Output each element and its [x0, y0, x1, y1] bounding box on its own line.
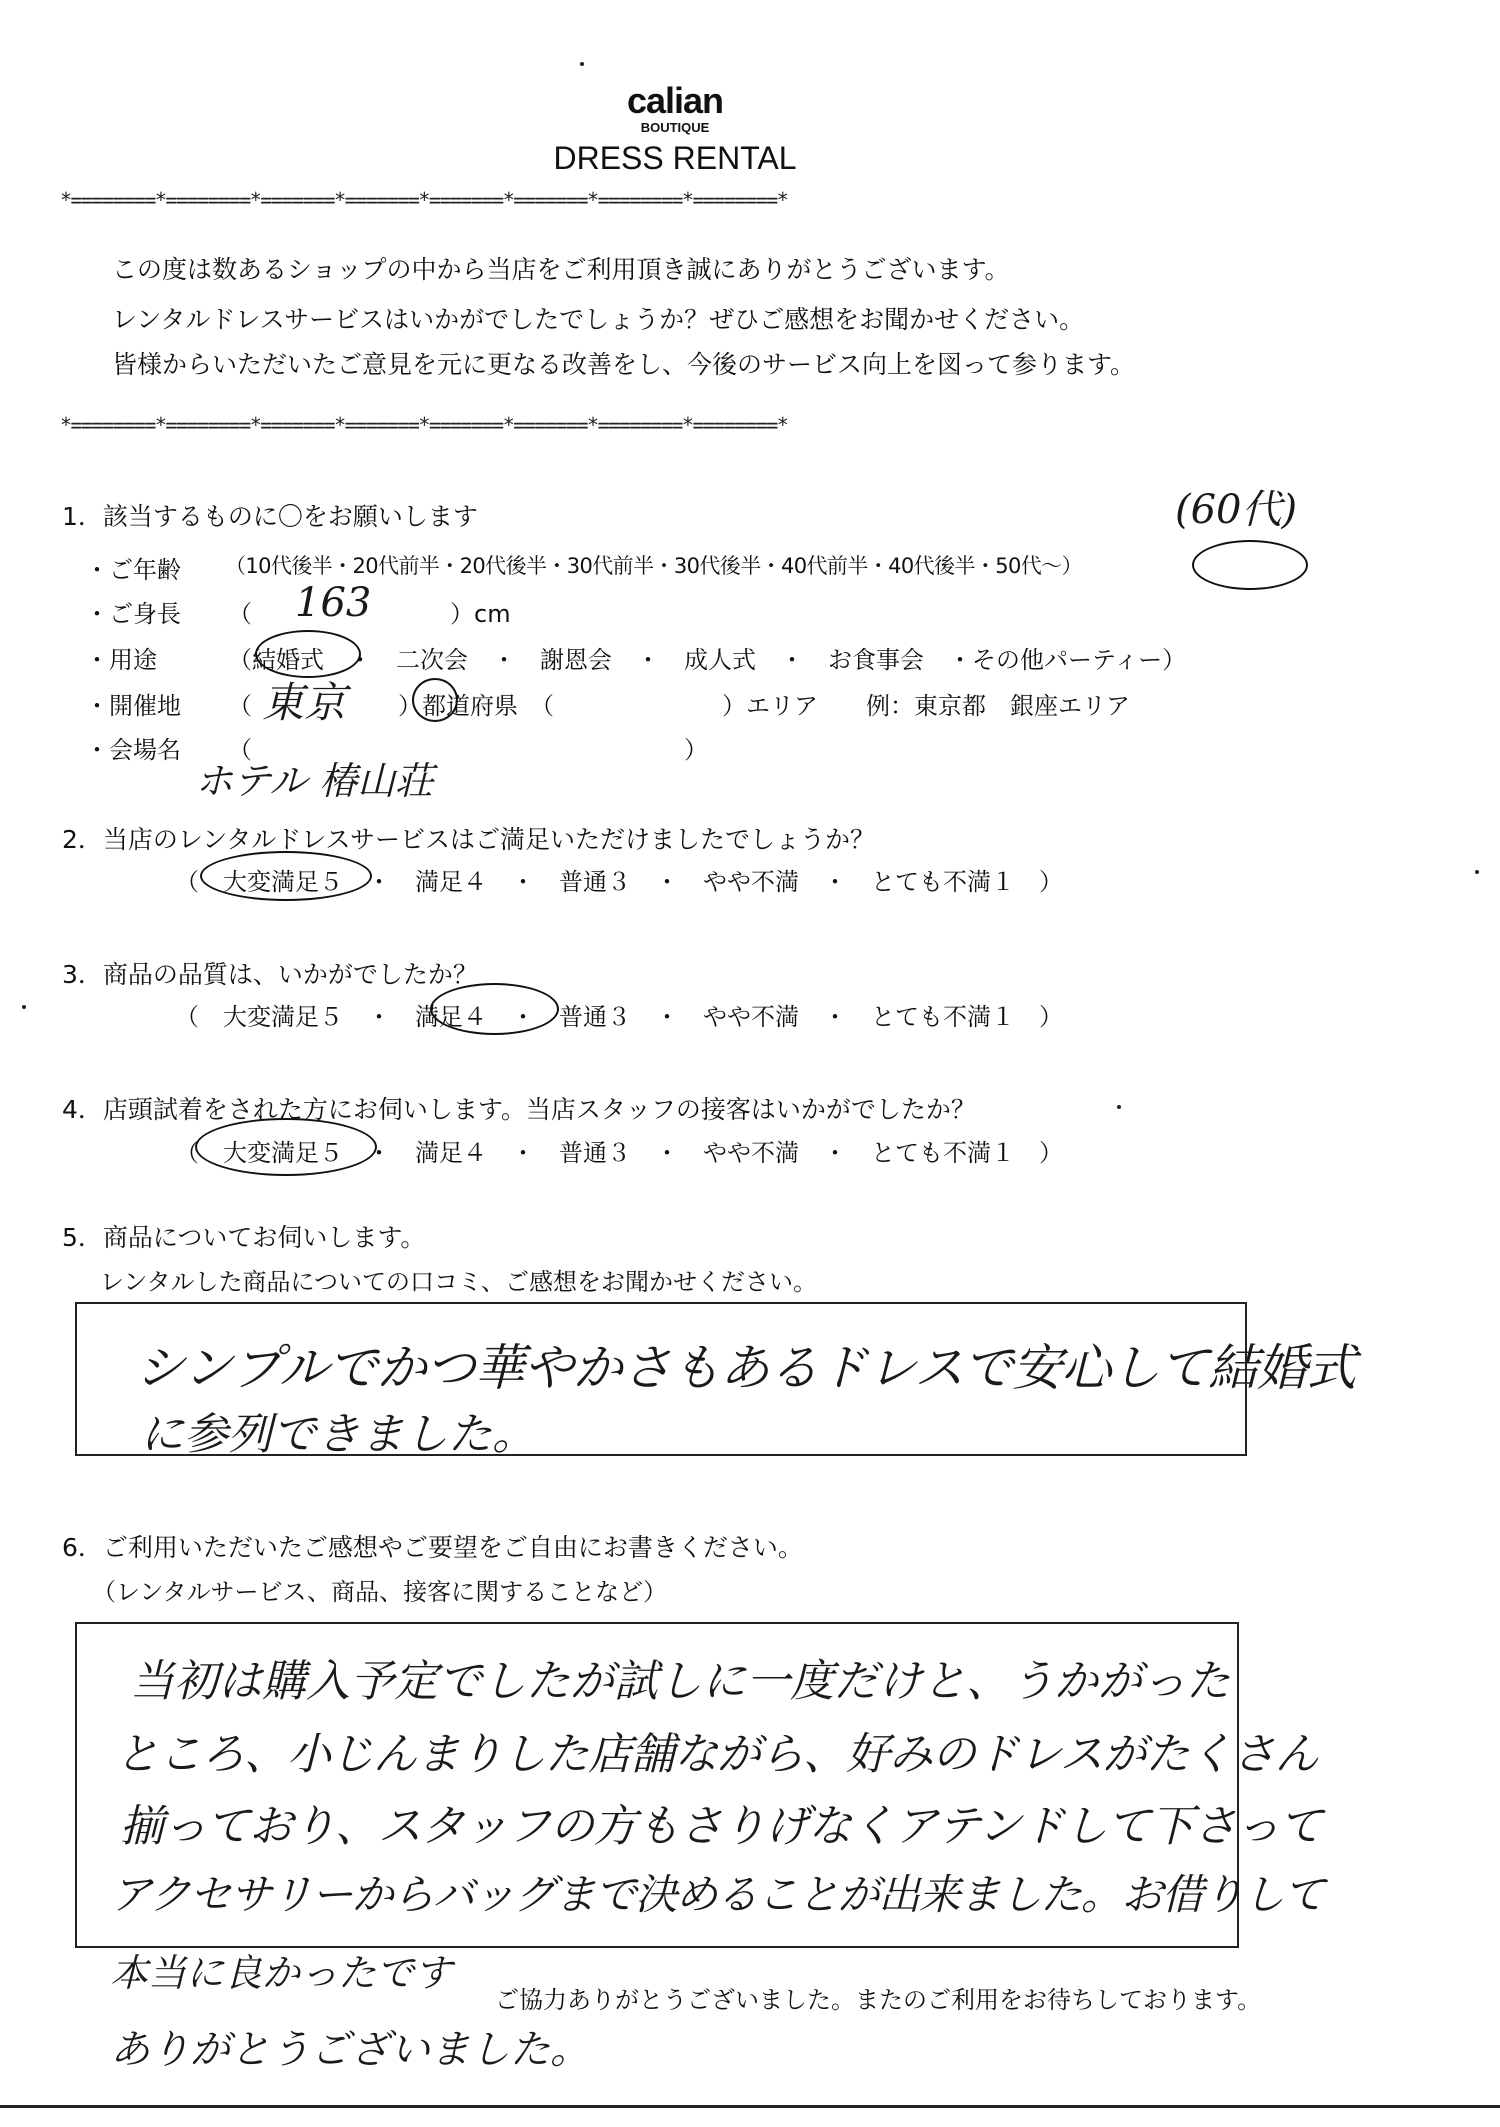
separator-top: *========*========*=======*=======*=======*=======*========*========*	[60, 188, 788, 212]
q1-purpose-label: ・用途	[85, 646, 157, 674]
page-title: DRESS RENTAL	[553, 140, 797, 176]
q1-place-label: ・開催地	[85, 692, 181, 720]
q6-answer-line-1: 当初は購入予定でしたが試しに一度だけと、うかがった	[130, 1656, 1230, 1707]
q5-answer-line-2: に参列できました。	[140, 1409, 536, 1460]
q4-circle	[195, 1118, 377, 1176]
q3-title: 3．商品の品質は、いかがでしたか？	[62, 960, 478, 989]
intro-line-2: レンタルドレスサービスはいかがでしたでしょうか？ぜひご感想をお聞かせください。	[112, 305, 1085, 334]
q1-height-label: ・ご身長	[85, 600, 181, 628]
bottom-rule	[0, 2105, 1500, 2108]
intro-line-3: 皆様からいただいたご意見を元に更なる改善をし、今後のサービス向上を図って参ります。	[112, 350, 1136, 379]
q2-circle	[200, 851, 372, 901]
q1-place-value: 東京	[262, 678, 347, 727]
q3-options: （ 大変満足５ ・ 満足４ ・ 普通３ ・ やや不満 ・ とても不満１ ）	[175, 1003, 1063, 1031]
q6-answer-line-6: ありがとうございました。	[110, 2027, 590, 2073]
brand-logo: calian	[626, 80, 724, 121]
q2-title: 2．当店のレンタルドレスサービスはご満足いただけましたでしょうか？	[62, 825, 876, 854]
q3-circle	[430, 983, 559, 1035]
brand-sub: BOUTIQUE	[640, 120, 710, 135]
q2-options: （ 大変満足５ ・ 満足４ ・ 普通３ ・ やや不満 ・ とても不満１ ）	[175, 868, 1063, 896]
footer-thanks: ご協力ありがとうございました。またのご利用をお待ちしております。	[495, 1986, 1262, 2014]
stray-mark	[22, 1005, 26, 1009]
q1-age-note: (60代)	[1175, 487, 1298, 533]
q6-answer-line-3: 揃っており、スタッフの方もさりげなくアテンドして下さって	[120, 1801, 1322, 1852]
q6-answer-line-5: 本当に良かったです	[110, 1951, 453, 1995]
q1-place-unit: ）都道府県 （ ）エリア 例：東京都 銀座エリア	[398, 692, 1130, 720]
q1-purpose-options: （結婚式 ・ 二次会 ・ 謝恩会 ・ 成人式 ・ お食事会 ・その他パーティー）	[228, 646, 1187, 674]
q1-place-circle	[412, 678, 458, 722]
q5-title: 5．商品についてお伺いします。	[62, 1223, 426, 1252]
q1-venue-brackets: （ ）	[228, 736, 708, 764]
q1-venue-label: ・会場名	[85, 736, 181, 764]
intro-line-1: この度は数あるショップの中から当店をご利用頂き誠にありがとうございます。	[112, 255, 1010, 284]
q1-title: 1．該当するものに〇をお願いします	[62, 502, 478, 531]
q1-height-open: （	[228, 600, 252, 628]
q1-age-label: ・ご年齢	[85, 556, 181, 584]
stray-mark	[1117, 1105, 1121, 1109]
q4-options: （ 大変満足５ ・ 満足４ ・ 普通３ ・ やや不満 ・ とても不満１ ）	[175, 1139, 1063, 1167]
q1-height-close: ）cm	[450, 600, 511, 628]
q1-venue-value: ホテル 椿山荘	[195, 759, 434, 803]
q1-height-value: 163	[295, 580, 372, 626]
q1-age-options: （10代後半・20代前半・20代後半・30代前半・30代後半・40代前半・40代後半・50代～）	[225, 554, 1082, 578]
stray-mark	[580, 62, 584, 66]
q4-title: 4．店頭試着をされた方にお伺いします。当店スタッフの接客はいかがでしたか？	[62, 1095, 976, 1124]
q1-age-circle	[1192, 540, 1308, 590]
q1-place-open: （	[228, 692, 252, 720]
q6-answer-line-4: アクセサリーからバッグまで決めることが出来ました。お借りして	[110, 1870, 1324, 1919]
q6-subtitle: （レンタルサービス、商品、接客に関することなど）	[92, 1578, 668, 1606]
q6-answer-line-2: ところ、小じんまりした店舗ながら、好みのドレスがたくさん	[115, 1729, 1318, 1780]
stray-mark	[1475, 870, 1479, 874]
q6-title: 6．ご利用いただいたご感想やご要望をご自由にお書きください。	[62, 1533, 803, 1562]
q5-answer-line-1: シンプルでかつ華やかさもあるドレスで安心して結婚式	[135, 1339, 1356, 1397]
separator-bottom: *========*========*=======*=======*=======*=======*========*========*	[60, 413, 788, 437]
q5-subtitle: レンタルした商品についての口コミ、ご感想をお聞かせください。	[100, 1268, 817, 1296]
